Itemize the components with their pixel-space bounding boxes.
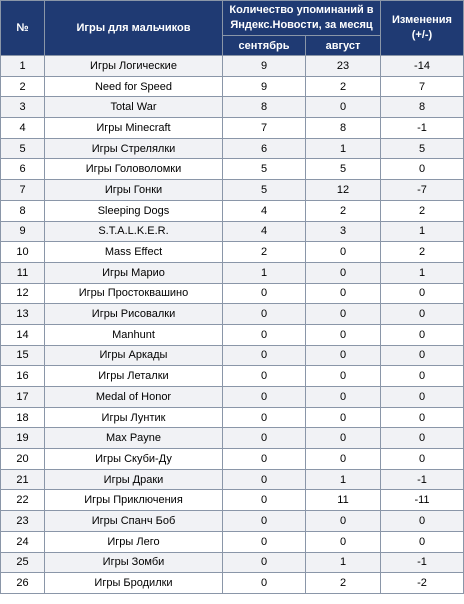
cell-change: -2 <box>381 573 464 594</box>
cell-change: -1 <box>381 118 464 139</box>
cell-august: 0 <box>306 407 381 428</box>
cell-september: 0 <box>223 511 306 532</box>
cell-september: 4 <box>223 221 306 242</box>
cell-august: 0 <box>306 97 381 118</box>
cell-august: 1 <box>306 138 381 159</box>
cell-game-name: Max Payne <box>45 428 223 449</box>
cell-change: 0 <box>381 366 464 387</box>
cell-number: 18 <box>1 407 45 428</box>
cell-september: 0 <box>223 469 306 490</box>
cell-game-name: Mass Effect <box>45 242 223 263</box>
cell-change: 8 <box>381 97 464 118</box>
cell-september: 2 <box>223 242 306 263</box>
table-row <box>1 469 464 490</box>
cell-august: 23 <box>306 56 381 77</box>
cell-game-name: Игры Бродилки <box>45 573 223 594</box>
cell-number: 13 <box>1 304 45 325</box>
cell-game-name: Игры Спанч Боб <box>45 511 223 532</box>
cell-change: 7 <box>381 76 464 97</box>
cell-change: 0 <box>381 428 464 449</box>
cell-august: 0 <box>306 387 381 408</box>
cell-september: 5 <box>223 180 306 201</box>
cell-number: 21 <box>1 469 45 490</box>
header-change: Изменения (+/-) <box>381 1 464 56</box>
cell-september: 0 <box>223 490 306 511</box>
cell-september: 0 <box>223 573 306 594</box>
cell-number: 23 <box>1 511 45 532</box>
cell-number: 22 <box>1 490 45 511</box>
header-mentions: Количество упоминаний в Яндекс.Новости, за месяц <box>223 1 381 36</box>
table-row <box>1 221 464 242</box>
table-row <box>1 304 464 325</box>
cell-game-name: Игры Стрелялки <box>45 138 223 159</box>
cell-change: 0 <box>381 304 464 325</box>
cell-august: 5 <box>306 159 381 180</box>
cell-game-name: Игры Лего <box>45 531 223 552</box>
cell-change: 0 <box>381 159 464 180</box>
cell-number: 16 <box>1 366 45 387</box>
cell-august: 0 <box>306 304 381 325</box>
cell-september: 0 <box>223 345 306 366</box>
cell-august: 1 <box>306 552 381 573</box>
cell-august: 0 <box>306 366 381 387</box>
cell-number: 11 <box>1 262 45 283</box>
cell-number: 15 <box>1 345 45 366</box>
cell-number: 12 <box>1 283 45 304</box>
cell-september: 0 <box>223 552 306 573</box>
table-body <box>1 56 464 594</box>
cell-september: 7 <box>223 118 306 139</box>
cell-number: 7 <box>1 180 45 201</box>
cell-game-name: Игры Логические <box>45 56 223 77</box>
table-row <box>1 159 464 180</box>
cell-number: 20 <box>1 449 45 470</box>
cell-september: 0 <box>223 387 306 408</box>
cell-august: 0 <box>306 262 381 283</box>
table-row <box>1 324 464 345</box>
cell-august: 0 <box>306 345 381 366</box>
cell-number: 5 <box>1 138 45 159</box>
cell-game-name: Игры Рисовалки <box>45 304 223 325</box>
table-row <box>1 407 464 428</box>
cell-september: 9 <box>223 76 306 97</box>
cell-number: 14 <box>1 324 45 345</box>
cell-change: -14 <box>381 56 464 77</box>
cell-september: 0 <box>223 283 306 304</box>
table-row <box>1 573 464 594</box>
cell-game-name: Игры Приключения <box>45 490 223 511</box>
header-game: Игры для мальчиков <box>45 1 223 56</box>
table-row <box>1 531 464 552</box>
cell-august: 2 <box>306 200 381 221</box>
table-header <box>1 1 464 56</box>
cell-number: 25 <box>1 552 45 573</box>
cell-change: 0 <box>381 345 464 366</box>
cell-august: 3 <box>306 221 381 242</box>
cell-game-name: Total War <box>45 97 223 118</box>
cell-game-name: Need for Speed <box>45 76 223 97</box>
cell-change: 0 <box>381 283 464 304</box>
cell-number: 26 <box>1 573 45 594</box>
cell-game-name: Игры Зомби <box>45 552 223 573</box>
cell-august: 0 <box>306 531 381 552</box>
table-row <box>1 366 464 387</box>
cell-september: 0 <box>223 304 306 325</box>
cell-change: 0 <box>381 531 464 552</box>
cell-game-name: Игры Лунтик <box>45 407 223 428</box>
cell-number: 24 <box>1 531 45 552</box>
cell-change: -1 <box>381 552 464 573</box>
cell-game-name: Игры Minecraft <box>45 118 223 139</box>
cell-change: 0 <box>381 449 464 470</box>
header-number: № <box>1 1 45 56</box>
cell-number: 10 <box>1 242 45 263</box>
table-row <box>1 262 464 283</box>
table-row <box>1 118 464 139</box>
cell-game-name: Игры Драки <box>45 469 223 490</box>
cell-game-name: Игры Скуби-Ду <box>45 449 223 470</box>
cell-august: 0 <box>306 242 381 263</box>
cell-august: 0 <box>306 283 381 304</box>
cell-september: 8 <box>223 97 306 118</box>
cell-game-name: Sleeping Dogs <box>45 200 223 221</box>
cell-change: 0 <box>381 324 464 345</box>
cell-september: 0 <box>223 407 306 428</box>
cell-number: 2 <box>1 76 45 97</box>
cell-change: 0 <box>381 511 464 532</box>
table-row <box>1 242 464 263</box>
cell-september: 6 <box>223 138 306 159</box>
table-row <box>1 387 464 408</box>
cell-game-name: Игры Марио <box>45 262 223 283</box>
cell-september: 0 <box>223 428 306 449</box>
table-row <box>1 428 464 449</box>
cell-change: 0 <box>381 407 464 428</box>
cell-august: 0 <box>306 449 381 470</box>
cell-august: 12 <box>306 180 381 201</box>
cell-number: 17 <box>1 387 45 408</box>
cell-september: 1 <box>223 262 306 283</box>
cell-game-name: Игры Гонки <box>45 180 223 201</box>
cell-change: -1 <box>381 469 464 490</box>
cell-august: 2 <box>306 76 381 97</box>
cell-game-name: Игры Леталки <box>45 366 223 387</box>
cell-change: 1 <box>381 262 464 283</box>
cell-change: 2 <box>381 200 464 221</box>
table-row <box>1 76 464 97</box>
cell-game-name: Manhunt <box>45 324 223 345</box>
cell-game-name: Игры Головоломки <box>45 159 223 180</box>
table-row <box>1 449 464 470</box>
cell-game-name: Medal of Honor <box>45 387 223 408</box>
cell-number: 8 <box>1 200 45 221</box>
cell-september: 0 <box>223 449 306 470</box>
table-row <box>1 180 464 201</box>
table-row <box>1 283 464 304</box>
cell-august: 1 <box>306 469 381 490</box>
cell-september: 9 <box>223 56 306 77</box>
table-row <box>1 345 464 366</box>
table-row <box>1 138 464 159</box>
cell-september: 0 <box>223 366 306 387</box>
table-row <box>1 56 464 77</box>
cell-september: 4 <box>223 200 306 221</box>
cell-number: 3 <box>1 97 45 118</box>
cell-august: 2 <box>306 573 381 594</box>
cell-number: 4 <box>1 118 45 139</box>
cell-number: 9 <box>1 221 45 242</box>
cell-september: 5 <box>223 159 306 180</box>
cell-change: 2 <box>381 242 464 263</box>
cell-change: 1 <box>381 221 464 242</box>
cell-august: 0 <box>306 324 381 345</box>
cell-change: 0 <box>381 387 464 408</box>
table-row <box>1 490 464 511</box>
cell-game-name: S.T.A.L.K.E.R. <box>45 221 223 242</box>
cell-game-name: Игры Простоквашино <box>45 283 223 304</box>
cell-august: 0 <box>306 511 381 532</box>
cell-september: 0 <box>223 324 306 345</box>
cell-number: 19 <box>1 428 45 449</box>
table-row <box>1 511 464 532</box>
cell-game-name: Игры Аркады <box>45 345 223 366</box>
cell-august: 8 <box>306 118 381 139</box>
cell-august: 0 <box>306 428 381 449</box>
cell-september: 0 <box>223 531 306 552</box>
cell-august: 11 <box>306 490 381 511</box>
cell-number: 6 <box>1 159 45 180</box>
header-september: сентябрь <box>223 36 306 56</box>
cell-change: -7 <box>381 180 464 201</box>
table-row <box>1 97 464 118</box>
table-row <box>1 552 464 573</box>
cell-number: 1 <box>1 56 45 77</box>
cell-change: 5 <box>381 138 464 159</box>
cell-change: -11 <box>381 490 464 511</box>
header-august: август <box>306 36 381 56</box>
table-row <box>1 200 464 221</box>
